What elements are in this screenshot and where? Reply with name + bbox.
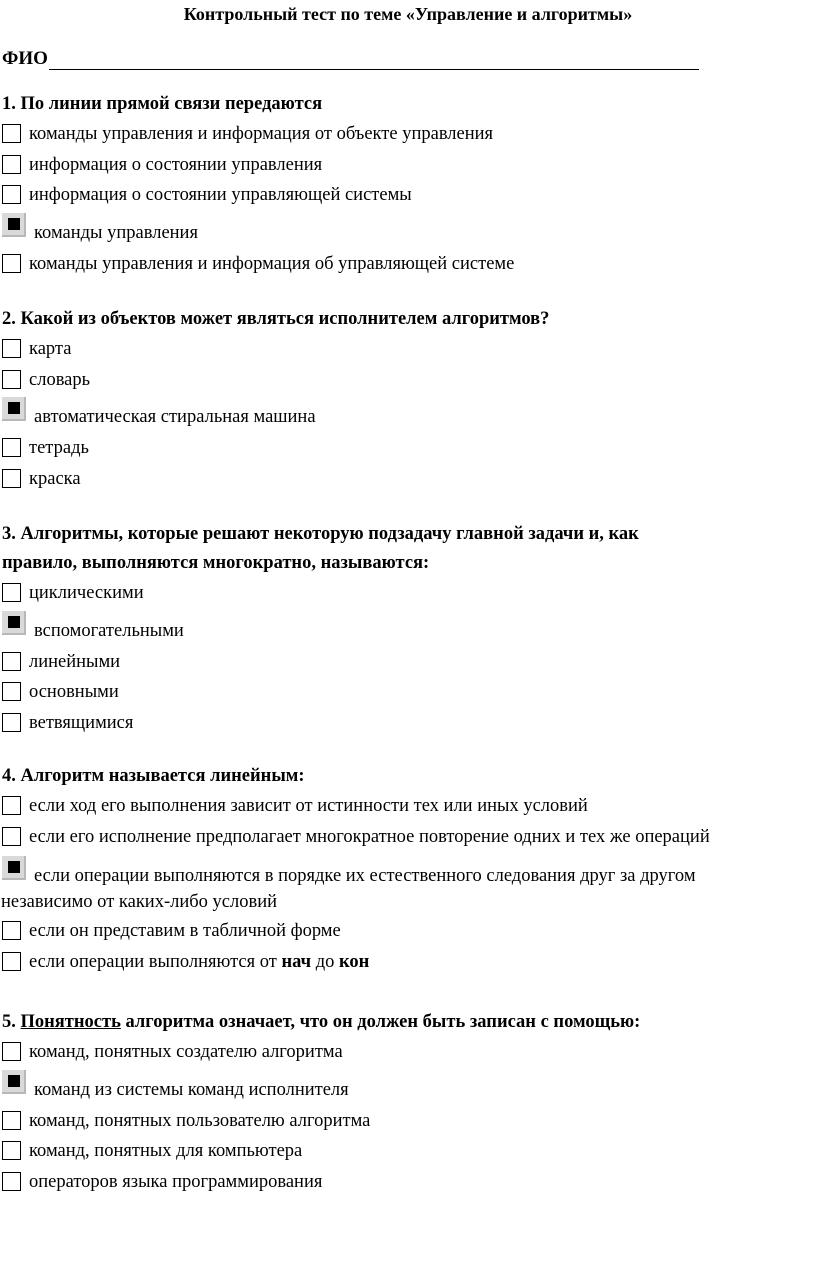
question-1-option-5[interactable] [0, 249, 816, 280]
option-label: если ход его выполнения зависит от истинности тех или иных условий [29, 796, 588, 816]
question-5-option-3[interactable] [0, 1106, 816, 1137]
question-5-text [0, 1008, 816, 1037]
question-2-option-4[interactable] [0, 433, 816, 464]
question-2-option-1[interactable] [0, 334, 816, 365]
option-text-mid: до [315, 951, 335, 972]
question-4-option-5[interactable] [0, 947, 816, 978]
empty-checkbox-icon[interactable] [2, 583, 21, 602]
question-4-option-1[interactable] [0, 791, 816, 822]
option-label: словарь [29, 369, 91, 390]
empty-checkbox-icon[interactable] [2, 254, 21, 273]
empty-checkbox-icon[interactable] [2, 1172, 21, 1191]
question-3-option-1[interactable] [0, 578, 816, 609]
question-2-text: 2. Какой из объектов может являться исполнителем алгоритмов? [2, 309, 550, 329]
option-label: основными [29, 682, 119, 702]
empty-checkbox-icon[interactable] [2, 713, 21, 732]
checked-checkbox-icon[interactable] [2, 1070, 27, 1095]
empty-checkbox-icon[interactable] [2, 438, 21, 457]
question-3-option-2[interactable] [0, 609, 816, 647]
option-label: команд из системы команд исполнителя [34, 1079, 349, 1100]
option-label: краска [29, 468, 81, 489]
question-4-option-4[interactable] [0, 916, 816, 947]
checked-checkbox-icon[interactable] [2, 611, 27, 636]
question-5-option-1[interactable] [0, 1037, 816, 1068]
option-bold-start: нач [281, 951, 312, 972]
question-5-option-2[interactable] [0, 1068, 816, 1106]
question-1-text: 1. По линии прямой связи передаются [2, 94, 323, 114]
option-text-pre: если операции выполняются от [29, 951, 277, 972]
question-5-rest: алгоритма означает, что он должен быть записан с помощью: [125, 1012, 641, 1032]
fio-row [2, 48, 699, 70]
option-label-line-1: если операции выполняются в порядке их естественного следования друг за другом [34, 866, 696, 886]
empty-checkbox-icon[interactable] [2, 185, 21, 204]
option-label: если его исполнение предполагает многократное повторение одних и тех же операций [29, 826, 710, 847]
option-label: команды управления и информация об управляющей системе [29, 253, 515, 274]
question-5 [0, 1008, 816, 1197]
question-1-option-2[interactable] [0, 150, 816, 181]
empty-checkbox-icon[interactable] [2, 921, 21, 940]
option-label: карта [29, 339, 72, 359]
question-5-option-5[interactable] [0, 1167, 816, 1198]
option-bold-end: кон [338, 951, 370, 972]
option-label: команд, понятных для компьютера [29, 1141, 303, 1161]
empty-checkbox-icon[interactable] [2, 682, 21, 701]
option-label: информация о состоянии управляющей системы [29, 185, 412, 205]
empty-checkbox-icon[interactable] [2, 1141, 21, 1160]
option-label: команд, понятных пользователю алгоритма [29, 1110, 371, 1131]
question-1-option-3[interactable] [0, 180, 816, 211]
question-3 [0, 520, 816, 738]
option-label: команды управления и информация от объекте управления [29, 124, 494, 144]
option-label: вспомогательными [34, 620, 184, 641]
fio-input-line[interactable] [49, 51, 699, 70]
question-4-option-2[interactable] [0, 822, 816, 853]
question-5-number: 5. [2, 1012, 16, 1032]
option-label-line-2: независимо от каких-либо условий [1, 892, 278, 912]
empty-checkbox-icon[interactable] [2, 952, 21, 971]
fio-label: ФИО [2, 48, 48, 69]
empty-checkbox-icon[interactable] [2, 1111, 21, 1130]
question-3-option-3[interactable] [0, 647, 816, 678]
empty-checkbox-icon[interactable] [2, 370, 21, 389]
checked-checkbox-icon[interactable] [2, 397, 27, 422]
question-1-option-4[interactable] [0, 211, 816, 249]
question-4-text: 4. Алгоритм называется линейным: [2, 766, 305, 786]
option-label: операторов языка программирования [29, 1171, 323, 1192]
option-label: линейными [29, 651, 121, 672]
option-label [29, 947, 369, 978]
option-label: ветвящимися [29, 712, 134, 733]
checked-checkbox-icon[interactable] [2, 213, 27, 238]
question-1-option-1[interactable] [0, 119, 816, 150]
empty-checkbox-icon[interactable] [2, 155, 21, 174]
empty-checkbox-icon[interactable] [2, 652, 21, 671]
question-2-option-3[interactable] [0, 395, 816, 433]
question-2-option-2[interactable] [0, 365, 816, 396]
question-2 [0, 305, 816, 494]
option-label: информация о состоянии управления [29, 154, 323, 175]
empty-checkbox-icon[interactable] [2, 796, 21, 815]
empty-checkbox-icon[interactable] [2, 124, 21, 143]
question-3-option-4[interactable] [0, 677, 816, 708]
question-5-option-4[interactable] [0, 1136, 816, 1167]
option-label: тетрадь [29, 438, 89, 458]
question-3-text-line-1: 3. Алгоритмы, которые решают некоторую подзадачу главной задачи и, как [2, 524, 639, 544]
question-4-option-3[interactable] [0, 852, 816, 916]
option-label: автоматическая стиральная машина [34, 407, 316, 427]
checked-checkbox-icon[interactable] [2, 856, 27, 881]
option-label: команды управления [34, 222, 198, 243]
question-2-option-5[interactable] [0, 464, 816, 495]
option-label: циклическими [29, 583, 144, 603]
page-title: Контрольный тест по теме «Управление и алгоритмы» [183, 4, 633, 24]
empty-checkbox-icon[interactable] [2, 339, 21, 358]
empty-checkbox-icon[interactable] [2, 827, 21, 846]
question-5-keyword: Понятность [20, 1012, 121, 1032]
question-3-option-5[interactable] [0, 708, 816, 739]
question-3-text-line-2: правило, выполняются многократно, называются: [2, 553, 430, 573]
option-label: если он представим в табличной форме [29, 921, 341, 941]
empty-checkbox-icon[interactable] [2, 469, 21, 488]
question-1 [0, 90, 816, 279]
question-4 [0, 762, 816, 977]
option-label: команд, понятных создателю алгоритма [29, 1042, 343, 1062]
empty-checkbox-icon[interactable] [2, 1042, 21, 1061]
